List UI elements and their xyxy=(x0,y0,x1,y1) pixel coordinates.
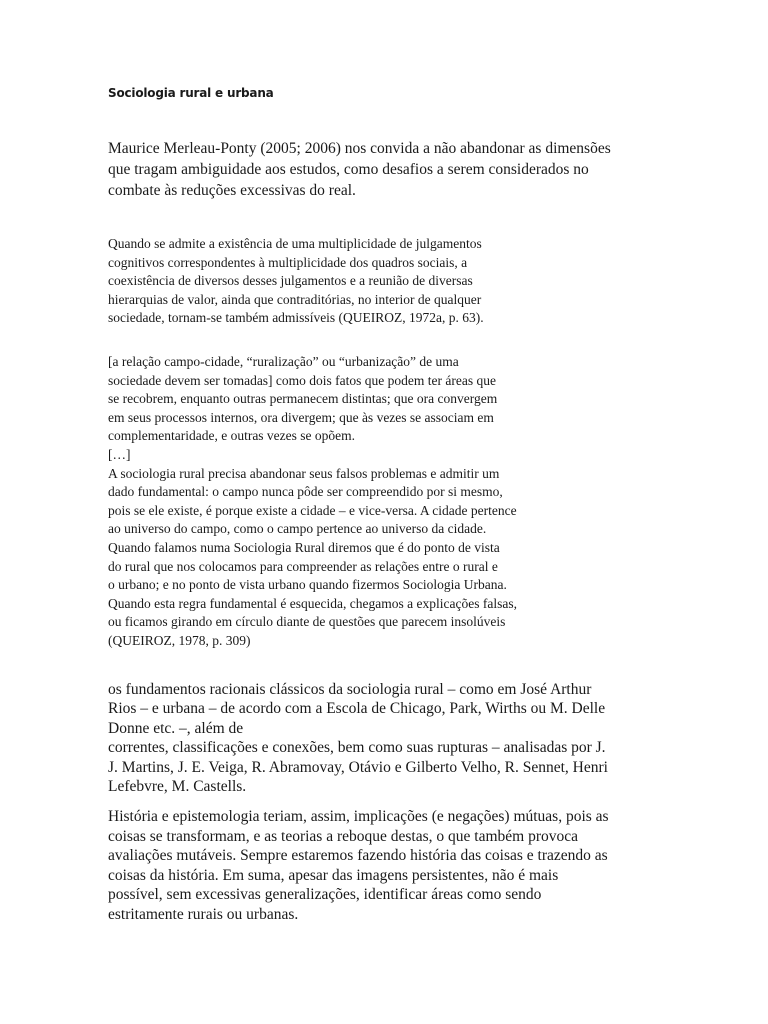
quote-line: cognitivos correspondentes à multiplicidade dos quadros sociais, a xyxy=(108,254,468,270)
quote-line: do rural que nos colocamos para compreender as relações entre o rural e xyxy=(108,558,498,574)
historia-epistemologia-paragraph xyxy=(108,807,609,925)
quote-line: Quando falamos numa Sociologia Rural diremos que é do ponto de vista xyxy=(108,539,500,555)
quote-line: Quando esta regra fundamental é esquecida, chegamos a explicações falsas, xyxy=(108,595,517,611)
paragraph-line: coisas da história. Em suma, apesar das imagens persistentes, não é mais xyxy=(108,866,559,884)
quote-line: se recobrem, enquanto outras permanecem distintas; que ora convergem xyxy=(108,391,498,407)
document-title: Sociologia rural e urbana xyxy=(108,86,274,100)
paragraph-line: J. Martins, J. E. Veiga, R. Abramovay, Otávio e Gilberto Velho, R. Sennet, Henri xyxy=(108,758,608,776)
quote-line: complementaridade, e outras vezes se opõem. xyxy=(108,428,356,444)
paragraph-line: correntes, classificações e conexões, bem como suas rupturas – analisadas por J. xyxy=(108,739,606,757)
quote-line: sociedade, tornam-se também admissíveis (QUEIROZ, 1972a, p. 63). xyxy=(108,310,484,325)
paragraph-line: possível, sem excessivas generalizações, identificar áreas como sendo xyxy=(108,886,542,904)
quote-line: pois se ele existe, é porque existe a cidade – e vice-versa. A cidade pertence xyxy=(108,502,517,518)
quote-line: em seus processos internos, ora divergem; que às vezes se associam em xyxy=(108,409,494,425)
paragraph-line: Lefebvre, M. Castells. xyxy=(108,778,247,796)
quote-line: o urbano; e no ponto de vista urbano quando fizermos Sociologia Urbana. xyxy=(108,577,507,593)
block-quote-queiroz-1978 xyxy=(108,353,517,651)
quote-ellipsis: […] xyxy=(108,446,131,462)
intro-paragraph xyxy=(108,138,611,201)
paragraph-line: avaliações mutáveis. Sempre estaremos fazendo história das coisas e trazendo as xyxy=(108,847,608,865)
paragraph-line: Donne etc. –, além de xyxy=(108,719,244,737)
quote-citation: (QUEIROZ, 1978, p. 309) xyxy=(108,632,251,648)
paragraph-line: os fundamentos racionais clássicos da sociologia rural – como em José Arthur xyxy=(108,681,592,698)
quote-line: [a relação campo-cidade, “ruralização” ou “urbanização” de uma xyxy=(108,354,459,369)
quote-line: dado fundamental: o campo nunca pôde ser compreendido por si mesmo, xyxy=(108,484,503,500)
quote-line: A sociologia rural precisa abandonar seus falsos problemas e admitir um xyxy=(108,465,500,481)
block-quote-queiroz-1972 xyxy=(108,235,484,328)
quote-line: sociedade devem ser tomadas] como dois fatos que podem ter áreas que xyxy=(108,372,496,388)
paragraph-line: História e epistemologia teriam, assim, implicações (e negações) mútuas, pois as xyxy=(108,808,609,825)
fundamentos-paragraph xyxy=(108,680,608,796)
quote-line: coexistência de diversos desses julgamentos e a reunião de diversas xyxy=(108,273,473,288)
intro-line: combate às reduções excessivas do real. xyxy=(108,182,356,199)
intro-line: Maurice Merleau-Ponty (2005; 2006) nos convida a não abandonar as dimensões xyxy=(108,140,611,157)
quote-line: ou ficamos girando em círculo diante de questões que parecem insolúveis xyxy=(108,614,506,630)
paragraph-line: coisas se transformam, e as teorias a reboque destas, o que também provoca xyxy=(108,827,579,845)
quote-line: hierarquias de valor, ainda que contraditórias, no interior de qualquer xyxy=(108,291,482,307)
quote-line: ao universo do campo, como o campo pertence ao universo da cidade. xyxy=(108,521,487,537)
paragraph-line: estritamente rurais ou urbanas. xyxy=(108,905,299,923)
paragraph-line: Rios – e urbana – de acordo com a Escola de Chicago, Park, Wirths ou M. Delle xyxy=(108,700,606,718)
quote-line: Quando se admite a existência de uma multiplicidade de julgamentos xyxy=(108,236,482,251)
intro-line: que tragam ambiguidade aos estudos, como desafios a serem considerados no xyxy=(108,161,589,178)
